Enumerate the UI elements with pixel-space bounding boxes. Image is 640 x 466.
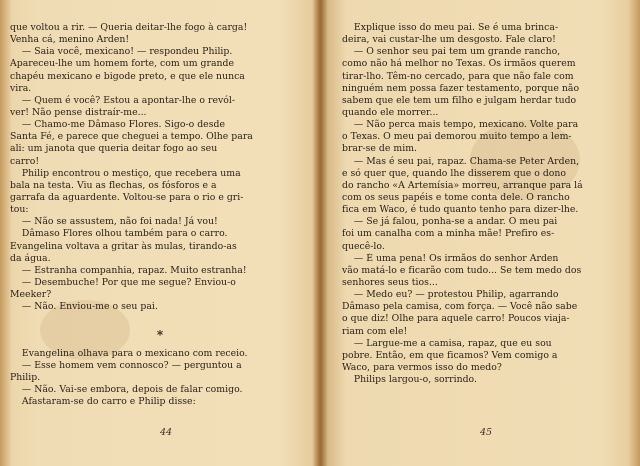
text-line: Meeker? [10,289,52,301]
section-gap [10,313,310,326]
page-number: 45 [480,427,493,438]
text-line: ver! Não pense distraír-me... [10,106,147,118]
text-line: — Chamo-me Dâmaso Flores. Sigo-o desde [10,119,225,131]
text-line: da água. [10,252,51,264]
text-line: o Texas. O meu pai demorou muito tempo a lem- [342,131,572,143]
text-line: — Não. Vai-se embora, depois de falar comigo. [10,384,243,396]
text-line: Evangelina olhava para o mexicano com receio. [10,347,248,359]
text-line: — O senhor seu pai tem um grande rancho, [342,46,561,58]
text-line: — Estranha companhia, rapaz. Muito estranha! [10,264,247,276]
text-line: garrafa da aguardente. Voltou-se para o rio e gri- [10,191,244,203]
text-line: — Mas é seu pai, rapaz. Chama-se Peter Arden, [342,155,580,167]
text-line: do rancho «A Artemísia» morreu, arranque para lá [342,179,583,191]
text-line: Dâmaso pela camisa, com força. — Você não sabe [342,301,578,313]
text-line: ninguém nem possa fazer testamento, porque não [342,82,580,94]
text-line: bala na testa. Viu as flechas, os fósforos e a [10,179,217,191]
text-line: Evangelina voltava a gritar às mulas, tirando-as [10,240,237,252]
text-line: — Saia você, mexicano! — respondeu Philip. [10,46,233,58]
text-line: — Se já falou, ponha-se a andar. O meu pai [342,216,558,228]
text-line: deira, vai custar-lhe um desgosto. Fale claro! [342,34,556,46]
text-line: carro! [10,155,40,167]
text-line: o que diz! Olhe para aquele carro! Poucos viaja- [342,313,570,325]
text-line: Philip. [10,372,41,384]
text-line: Santa Fé, e parece que cheguei a tempo. Olhe para [10,131,253,143]
text-line: ali: um janota que queria deitar fogo ao seu [10,143,218,155]
text-line: quando ele morrer... [342,106,439,118]
text-line: — Desembuche! Por que me segue? Enviou-o [10,276,236,288]
text-line: — Quem é você? Estou a apontar-lhe o revól- [10,94,236,106]
text-line: Venha cá, menino Arden! [10,34,130,46]
text-line: tou: [10,204,29,216]
right-page-text [342,22,634,386]
section-separator: * [156,327,164,342]
text-line: Philip encontrou o mestiço, que recebera uma [10,167,241,179]
text-line: sabem que ele tem um filho e julgam herdar tudo [342,94,577,106]
text-line: Explique isso do meu pai. Se é uma brinca- [342,22,559,33]
text-line: — Não se assustem, não foi nada! Já vou! [10,216,218,228]
text-line: senhores seus tios... [342,276,438,288]
text-line: vão matá-lo e ficarão com tudo... Se tem medo dos [342,264,582,276]
text-line: e só quer que, quando lhe disserem que o dono [342,167,567,179]
page-number: 44 [160,427,173,438]
right-page [320,0,640,466]
text-line: — Medo eu? — protestou Philip, agarrando [342,289,559,301]
text-line: Waco, para vermos isso do medo? [342,361,502,373]
text-line: como não há melhor no Texas. Os irmãos querem [342,58,576,70]
text-line: quecê-lo. [342,240,385,252]
text-line: Afastaram-se do carro e Philip disse: [10,396,196,408]
left-page-text [10,22,310,409]
text-line: — É uma pena! Os irmãos do senhor Arden [342,252,559,264]
text-line: Philips largou-o, sorrindo. [342,374,477,386]
text-line: chapéu mexicano e bigode preto, e que ele nunca [10,70,245,82]
text-line: foi um canalha com a minha mãe! Prefiro es- [342,228,555,240]
text-line: tirar-lho. Têm-no cercado, para que não fale com [342,70,574,82]
text-line: com os seus papéis e tome conta dele. O rancho [342,191,570,203]
text-line: fica em Waco, é tudo quanto tenho para dizer-lhe. [342,204,579,216]
text-line: — Não perca mais tempo, mexicano. Volte para [342,119,579,131]
text-line: que voltou a rir. — Queria deitar-lhe fogo à carga! [10,22,248,33]
text-line: — Largue-me a camisa, rapaz, que eu sou [342,337,552,349]
text-line: — Esse homem vem connosco? — perguntou a [10,360,242,372]
text-line: brar-se de mim. [342,143,418,155]
text-line: pobre. Então, em que ficamos? Vem comigo a [342,349,558,361]
text-line: vira. [10,82,32,94]
text-line: Dâmaso Flores olhou também para o carro. [10,228,228,240]
text-line: riam com ele! [342,325,408,337]
text-line: — Não. Enviou-me o seu pai. [10,301,158,313]
text-line: Apareceu-lhe um homem forte, com um grande [10,58,235,70]
